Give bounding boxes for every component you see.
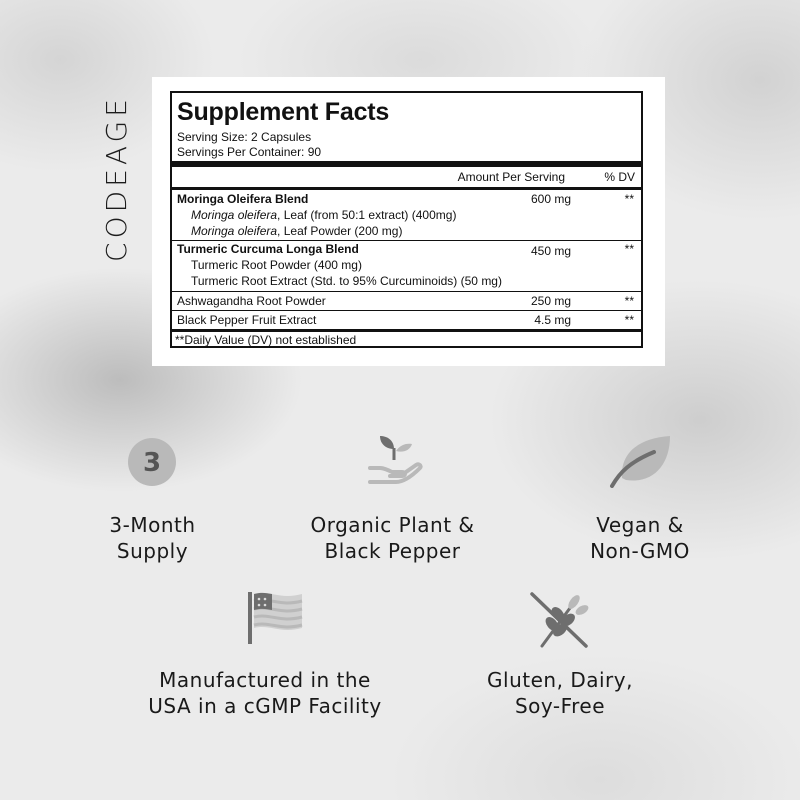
table-row	[177, 294, 636, 310]
ingredient-name: Black Pepper Fruit Extract	[177, 313, 317, 327]
table-row	[177, 274, 636, 290]
ingredient-name: Ashwagandha Root Powder	[177, 294, 326, 308]
ingredient-amount: 4.5 mg	[534, 313, 571, 327]
table-row	[177, 208, 636, 224]
table-row	[177, 313, 636, 329]
ingredient-dv: **	[624, 313, 634, 327]
ingredient-name: Moringa oleifera, Leaf Powder (200 mg)	[191, 224, 403, 238]
divider	[172, 291, 641, 292]
ingredient-dv: **	[624, 294, 634, 308]
ingredient-name: Turmeric Root Powder (400 mg)	[191, 258, 362, 272]
feature-label: Vegan & Non-GMO	[590, 513, 690, 563]
ingredient-name: Moringa oleifera, Leaf (from 50:1 extract) (400mg)	[191, 208, 457, 222]
ingredient-dv: **	[624, 192, 634, 206]
number-3-circle-icon	[126, 436, 178, 488]
brand-logo	[92, 90, 140, 266]
ingredient-amount: 600 mg	[530, 192, 571, 206]
dv-header: % DV	[604, 170, 635, 184]
divider	[172, 161, 641, 167]
ingredient-name: Turmeric Curcuma Longa Blend	[177, 242, 359, 256]
feature-label: 3-Month Supply	[109, 513, 196, 563]
table-row	[177, 192, 636, 208]
divider	[172, 240, 641, 241]
table-row	[177, 258, 636, 274]
feature-label: Manufactured in the USA in a cGMP Facility	[148, 668, 382, 718]
ingredient-name: Moringa Oleifera Blend	[177, 192, 309, 206]
divider	[172, 187, 641, 190]
leaf-icon	[608, 432, 672, 488]
facts-title: Supplement Facts	[177, 98, 390, 126]
no-gluten-wheat-icon	[528, 590, 590, 650]
divider	[172, 310, 641, 311]
footnote: **Daily Value (DV) not established	[175, 333, 357, 347]
table-row	[177, 224, 636, 240]
serving-size: Serving Size: 2 Capsules	[177, 130, 312, 144]
ingredient-dv: **	[624, 242, 634, 256]
feature-label: Gluten, Dairy, Soy-Free	[487, 668, 633, 718]
supplement-facts-card	[152, 77, 665, 366]
feature-label: Organic Plant & Black Pepper	[310, 513, 475, 563]
usa-flag-icon	[246, 588, 304, 646]
divider	[172, 329, 641, 332]
ingredient-amount: 250 mg	[530, 294, 571, 308]
badge-number: 3	[142, 448, 162, 478]
ingredient-amount: 450 mg	[530, 244, 571, 258]
supplement-facts-panel	[170, 91, 643, 348]
amount-header: Amount Per Serving	[457, 170, 565, 184]
servings-per-container: Servings Per Container: 90	[177, 145, 322, 159]
ingredient-name: Turmeric Root Extract (Std. to 95% Curcuminoids) (50 mg)	[191, 274, 502, 288]
table-row	[177, 242, 636, 258]
brand-name: CODEAGE	[99, 94, 133, 262]
sprout-in-hand-icon	[366, 434, 424, 484]
